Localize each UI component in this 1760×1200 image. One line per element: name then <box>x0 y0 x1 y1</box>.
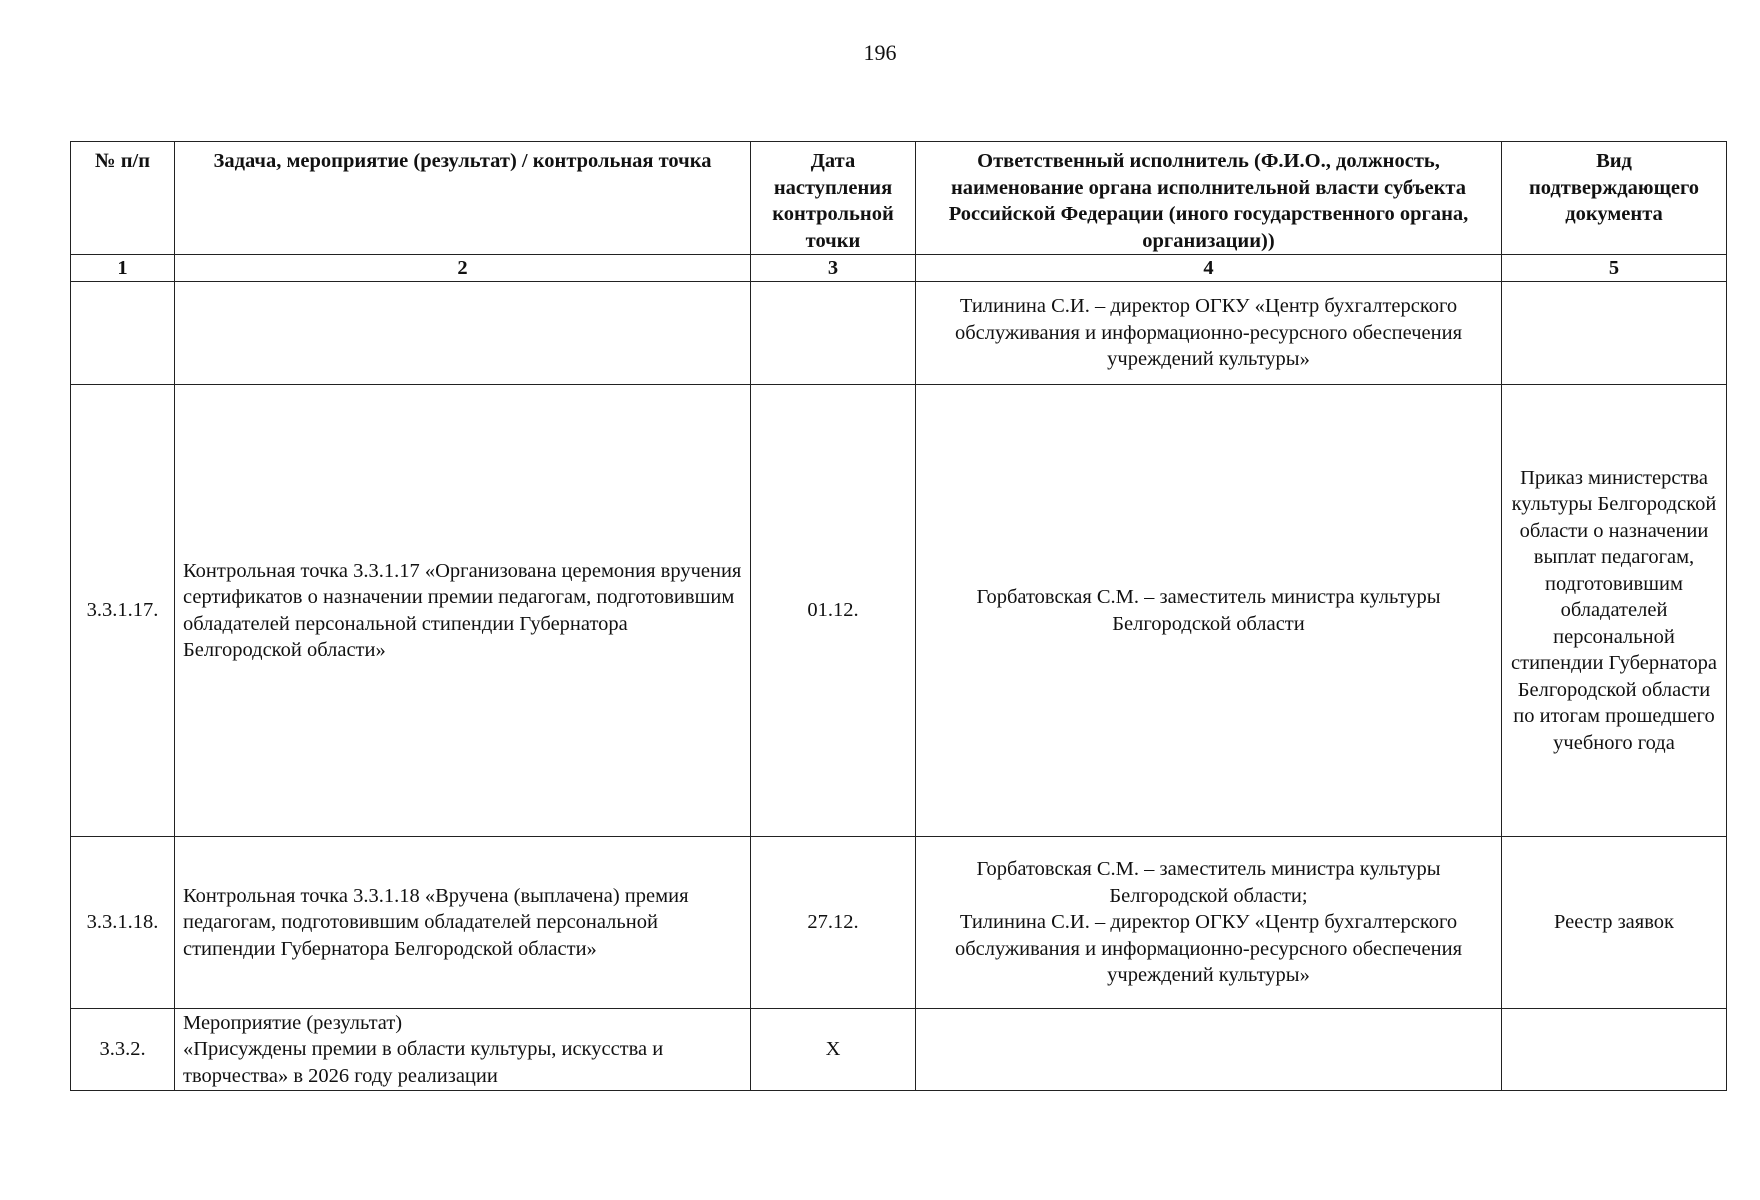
row-document: Реестр заявок <box>1502 837 1727 1009</box>
row-document <box>1502 282 1727 385</box>
responsible-line: Горбатовская С.М. – заместитель министра культуры Белгородской области; <box>976 858 1441 907</box>
column-number: 2 <box>175 255 751 282</box>
row-task <box>175 282 751 385</box>
column-number: 3 <box>751 255 916 282</box>
row-task: Контрольная точка 3.3.1.18 «Вручена (выплачена) премия педагогам, подготовившим обладателей персональной стипендии Губернатора Белгородской области» <box>175 837 751 1009</box>
row-number <box>71 282 175 385</box>
header-responsible: Ответственный исполнитель (Ф.И.О., должность, наименование органа исполнительной власти субъекта Российской Федерации (иного государственного органа, организации)) <box>916 142 1502 255</box>
row-date: Х <box>751 1009 916 1091</box>
row-date: 01.12. <box>751 385 916 837</box>
header-number: № п/п <box>71 142 175 255</box>
task-line: Мероприятие (результат) <box>183 1011 403 1034</box>
header-task: Задача, мероприятие (результат) / контрольная точка <box>175 142 751 255</box>
header-date: Дата наступления контрольной точки <box>751 142 916 255</box>
header-document: Вид подтверждающего документа <box>1502 142 1727 255</box>
column-numbers-row <box>71 255 1727 282</box>
row-task: Контрольная точка 3.3.1.17 «Организована церемония вручения сертификатов о назначении премии педагогам, подготовившим обладателей персональной стипендии Губернатора Белгородской области» <box>175 385 751 837</box>
row-date: 27.12. <box>751 837 916 1009</box>
header-row <box>71 142 1727 255</box>
row-document: Приказ министерства культуры Белгородской области о назначении выплат педагогам, подготовившим обладателей персональной стипендии Губернатора Белгородской области по итогам прошедшего учебного года <box>1502 385 1727 837</box>
plan-table <box>70 141 1727 1091</box>
column-number: 4 <box>916 255 1502 282</box>
task-line: «Присуждены премии в области культуры, искусства и творчества» в 2026 году реализации <box>183 1038 664 1087</box>
row-date <box>751 282 916 385</box>
table-row <box>71 385 1727 837</box>
row-task <box>175 1009 751 1091</box>
row-number: 3.3.1.17. <box>71 385 175 837</box>
table-row <box>71 1009 1727 1091</box>
table-row <box>71 837 1727 1009</box>
column-number: 1 <box>71 255 175 282</box>
column-number: 5 <box>1502 255 1727 282</box>
table-row <box>71 282 1727 385</box>
row-responsible <box>916 1009 1502 1091</box>
row-responsible: Тилинина С.И. – директор ОГКУ «Центр бухгалтерского обслуживания и информационно-ресурсного обеспечения учреждений культуры» <box>916 282 1502 385</box>
row-responsible: Горбатовская С.М. – заместитель министра культуры Белгородской области <box>916 385 1502 837</box>
responsible-line: Тилинина С.И. – директор ОГКУ «Центр бухгалтерского обслуживания и информационно-ресурсного обеспечения учреждений культуры» <box>954 911 1462 987</box>
row-number: 3.3.2. <box>71 1009 175 1091</box>
row-responsible <box>916 837 1502 1009</box>
row-number: 3.3.1.18. <box>71 837 175 1009</box>
page-number: 196 <box>863 40 897 65</box>
row-document <box>1502 1009 1727 1091</box>
